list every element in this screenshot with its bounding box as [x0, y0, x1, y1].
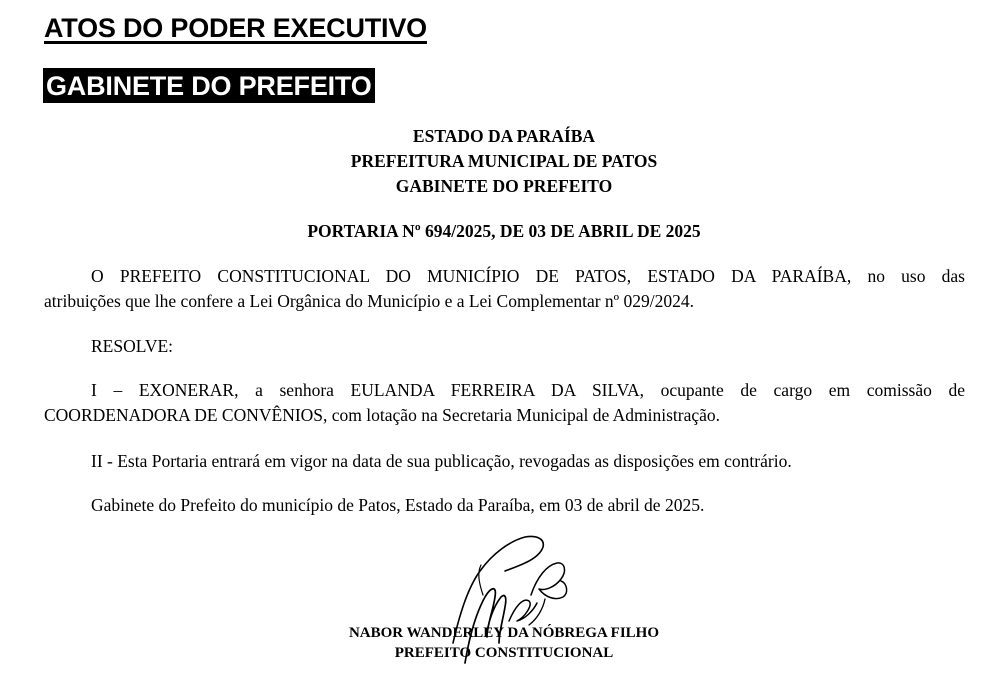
header-office: GABINETE DO PREFEITO	[395, 176, 613, 196]
signer-role: PREFEITO CONSTITUCIONAL	[394, 645, 614, 661]
section-title: ATOS DO PODER EXECUTIVO	[44, 13, 427, 43]
section-banner: GABINETE DO PREFEITO	[43, 68, 375, 103]
article-2-text: II - Esta Portaria entrará em vigor na data de sua publicação, revogadas as disposições em contrário.	[91, 451, 792, 471]
signer-name: NABOR WANDERLEY DA NÓBREGA FILHO	[348, 625, 660, 641]
header-state: ESTADO DA PARAÍBA	[412, 126, 596, 146]
article-1-line-1: I – EXONERAR, a senhora EULANDA FERREIRA DA SILVA, ocupante de cargo em comissão de	[91, 380, 965, 400]
resolve-label: RESOLVE:	[91, 336, 174, 356]
article-1-line-2: COORDENADORA DE CONVÊNIOS, com lotação na Secretaria Municipal de Administração.	[44, 405, 721, 425]
preamble-line-1: O PREFEITO CONSTITUCIONAL DO MUNICÍPIO DE PATOS, ESTADO DA PARAÍBA, no uso das	[91, 266, 965, 286]
article-2-paragraph	[44, 449, 965, 474]
header-municipality: PREFEITURA MUNICIPAL DE PATOS	[350, 151, 658, 171]
resolve-paragraph	[44, 334, 965, 359]
closing-text: Gabinete do Prefeito do município de Patos, Estado da Paraíba, em 03 de abril de 2025.	[91, 495, 705, 515]
preamble-paragraph	[44, 264, 965, 314]
closing-paragraph	[44, 493, 965, 518]
preamble-line-2: atribuições que lhe confere a Lei Orgânica do Município e a Lei Complementar nº 029/2024.	[44, 291, 694, 311]
article-1-paragraph	[44, 378, 965, 428]
portaria-title: PORTARIA Nº 694/2025, DE 03 DE ABRIL DE 2025	[307, 221, 701, 241]
document-header	[0, 124, 986, 199]
